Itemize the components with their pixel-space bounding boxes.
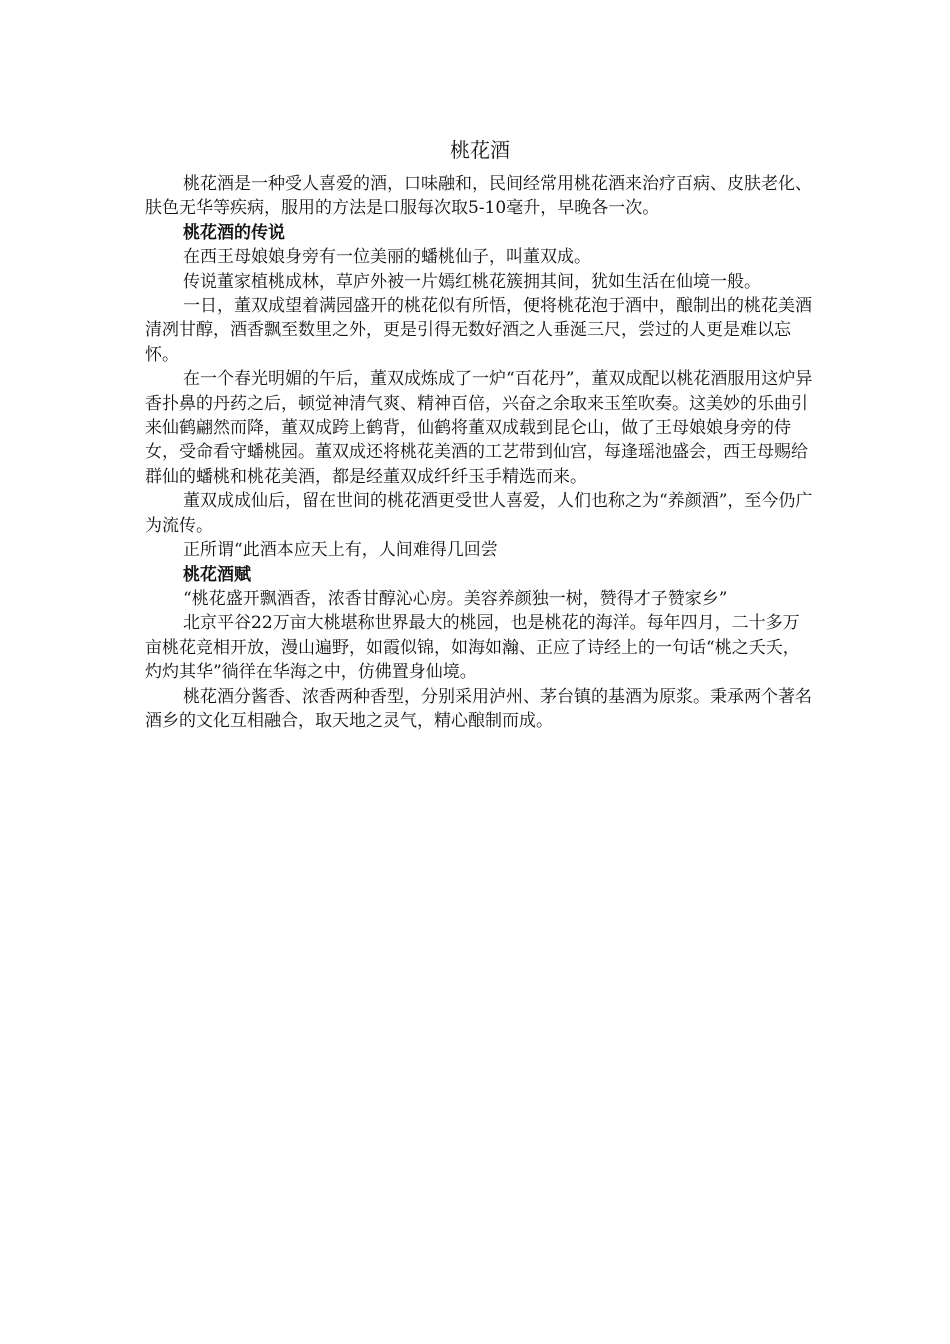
ode-paragraph: 北京平谷22万亩大桃堪称世界最大的桃园，也是桃花的海洋。每年四月，二十多万亩桃花竞相开放，漫山遍野，如霞似锦，如海如瀚、正应了诗经上的一句话“桃之夭夭，灼灼其华”徜徉在华海之中，仿佛置身仙境。 [145, 613, 800, 683]
legend-paragraph: 在西王母娘娘身旁有一位美丽的蟠桃仙子，叫董双成。 [183, 247, 591, 268]
legend-paragraph: 在一个春光明媚的午后，董双成炼成了一炉“百花丹”，董双成配以桃花酒服用这炉异香扑鼻的丹药之后，顿觉神清气爽、精神百倍，兴奋之余取来玉笙吹奏。这美妙的乐曲引来仙鹤翩然而降，董双成跨上鹤背，仙鹤将董双成载到昆仑山，做了王母娘娘身旁的侍女，受命看守蟠桃园。董双成还将桃花美酒的工艺带到仙宫，每逢瑶池盛会，西王母赐给群仙的蟠桃和桃花美酒，都是经董双成纤纤玉手精选而来。 [145, 369, 813, 487]
intro-paragraph: 桃花酒是一种受人喜爱的酒，口味融和，民间经常用桃花酒来治疗百病、皮肤老化、肤色无华等疾病，服用的方法是口服每次取5-10毫升，早晚各一次。 [145, 174, 812, 219]
section-heading-ode: 桃花酒赋 [183, 564, 251, 585]
legend-paragraph: 董双成成仙后，留在世间的桃花酒更受世人喜爱，人们也称之为“养颜酒”，至今仍广为流传。 [145, 491, 813, 536]
document-title: 桃花酒 [450, 138, 510, 162]
legend-paragraph: 正所谓“此酒本应天上有，人间难得几回尝 [183, 540, 498, 561]
section-heading-legend: 桃花酒的传说 [183, 222, 285, 243]
document-page [145, 128, 815, 733]
ode-paragraph: 桃花酒分酱香、浓香两种香型，分别采用泸州、茅台镇的基酒为原浆。秉承两个著名酒乡的文化互相融合，取天地之灵气，精心酿制而成。 [145, 686, 812, 731]
legend-paragraph: 传说董家植桃成林，草庐外被一片嫣红桃花簇拥其间，犹如生活在仙境一般。 [183, 271, 761, 292]
ode-paragraph: “桃花盛开飘酒香，浓香甘醇沁心房。美容养颜独一树，赞得才子赞家乡” [183, 588, 728, 609]
legend-paragraph: 一日，董双成望着满园盛开的桃花似有所悟，便将桃花泡于酒中，酿制出的桃花美酒清冽甘醇，酒香飘至数里之外，更是引得无数好酒之人垂涎三尺，尝过的人更是难以忘怀。 [145, 296, 812, 365]
